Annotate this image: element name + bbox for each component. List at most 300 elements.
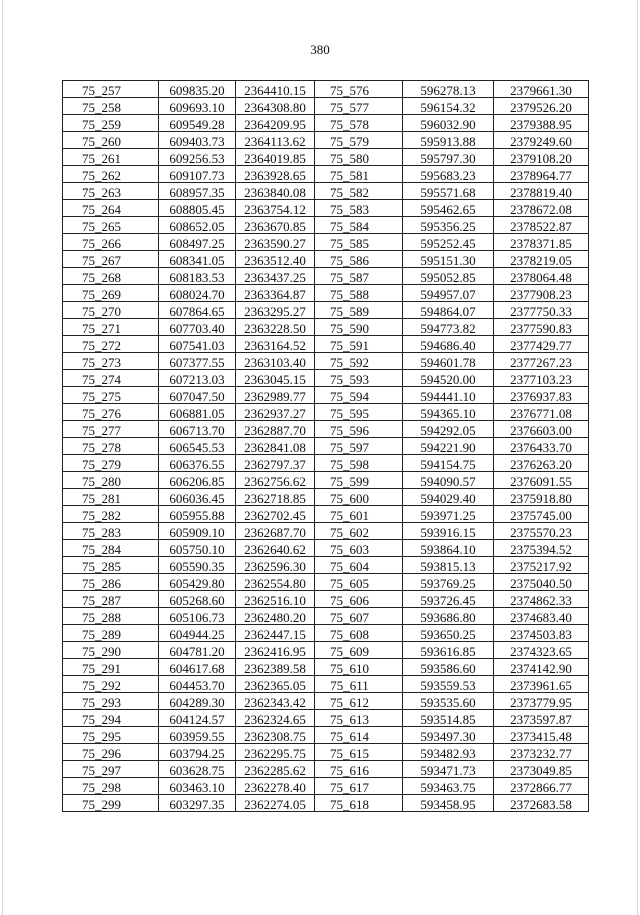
x-coordinate-a-cell: 606036.45 — [159, 489, 236, 506]
point-id-a-cell: 75_292 — [63, 676, 159, 693]
table-row — [63, 625, 589, 642]
y-coordinate-b-cell: 2373049.85 — [494, 761, 589, 778]
x-coordinate-b-cell: 593497.30 — [403, 727, 494, 744]
y-coordinate-b-cell: 2373232.77 — [494, 744, 589, 761]
point-id-a-cell: 75_265 — [63, 217, 159, 234]
x-coordinate-b-cell: 594957.07 — [403, 285, 494, 302]
point-id-b-cell: 75_589 — [315, 302, 403, 319]
x-coordinate-b-cell: 594601.78 — [403, 353, 494, 370]
x-coordinate-b-cell: 595913.88 — [403, 132, 494, 149]
y-coordinate-b-cell: 2376091.55 — [494, 472, 589, 489]
x-coordinate-a-cell: 607213.03 — [159, 370, 236, 387]
table-row — [63, 421, 589, 438]
y-coordinate-a-cell: 2362718.85 — [236, 489, 315, 506]
x-coordinate-b-cell: 593769.25 — [403, 574, 494, 591]
x-coordinate-a-cell: 603297.35 — [159, 795, 236, 812]
table-row — [63, 336, 589, 353]
y-coordinate-b-cell: 2377429.77 — [494, 336, 589, 353]
x-coordinate-a-cell: 605590.35 — [159, 557, 236, 574]
point-id-b-cell: 75_598 — [315, 455, 403, 472]
x-coordinate-b-cell: 593514.85 — [403, 710, 494, 727]
y-coordinate-a-cell: 2363295.27 — [236, 302, 315, 319]
point-id-a-cell: 75_288 — [63, 608, 159, 625]
y-coordinate-b-cell: 2378672.08 — [494, 200, 589, 217]
point-id-b-cell: 75_599 — [315, 472, 403, 489]
point-id-a-cell: 75_285 — [63, 557, 159, 574]
y-coordinate-b-cell: 2379249.60 — [494, 132, 589, 149]
x-coordinate-a-cell: 607864.65 — [159, 302, 236, 319]
x-coordinate-a-cell: 609256.53 — [159, 149, 236, 166]
y-coordinate-b-cell: 2373961.65 — [494, 676, 589, 693]
x-coordinate-a-cell: 605750.10 — [159, 540, 236, 557]
x-coordinate-b-cell: 593815.13 — [403, 557, 494, 574]
point-id-a-cell: 75_276 — [63, 404, 159, 421]
y-coordinate-b-cell: 2377908.23 — [494, 285, 589, 302]
y-coordinate-b-cell: 2373415.48 — [494, 727, 589, 744]
y-coordinate-a-cell: 2362416.95 — [236, 642, 315, 659]
point-id-b-cell: 75_612 — [315, 693, 403, 710]
table-row — [63, 472, 589, 489]
table-row — [63, 234, 589, 251]
y-coordinate-b-cell: 2373597.87 — [494, 710, 589, 727]
y-coordinate-a-cell: 2362702.45 — [236, 506, 315, 523]
x-coordinate-a-cell: 604453.70 — [159, 676, 236, 693]
y-coordinate-a-cell: 2362278.40 — [236, 778, 315, 795]
table-row — [63, 727, 589, 744]
x-coordinate-b-cell: 593864.10 — [403, 540, 494, 557]
y-coordinate-a-cell: 2364308.80 — [236, 98, 315, 115]
point-id-a-cell: 75_283 — [63, 523, 159, 540]
point-id-a-cell: 75_259 — [63, 115, 159, 132]
point-id-a-cell: 75_271 — [63, 319, 159, 336]
y-coordinate-a-cell: 2362285.62 — [236, 761, 315, 778]
y-coordinate-b-cell: 2379108.20 — [494, 149, 589, 166]
x-coordinate-b-cell: 595252.45 — [403, 234, 494, 251]
x-coordinate-a-cell: 606206.85 — [159, 472, 236, 489]
point-id-b-cell: 75_591 — [315, 336, 403, 353]
point-id-b-cell: 75_614 — [315, 727, 403, 744]
y-coordinate-b-cell: 2378219.05 — [494, 251, 589, 268]
coordinates-table — [62, 80, 589, 812]
x-coordinate-b-cell: 594773.82 — [403, 319, 494, 336]
x-coordinate-a-cell: 605106.73 — [159, 608, 236, 625]
y-coordinate-a-cell: 2362554.80 — [236, 574, 315, 591]
point-id-a-cell: 75_294 — [63, 710, 159, 727]
x-coordinate-a-cell: 608183.53 — [159, 268, 236, 285]
x-coordinate-a-cell: 609403.73 — [159, 132, 236, 149]
x-coordinate-a-cell: 609107.73 — [159, 166, 236, 183]
point-id-a-cell: 75_264 — [63, 200, 159, 217]
x-coordinate-a-cell: 605268.60 — [159, 591, 236, 608]
point-id-b-cell: 75_603 — [315, 540, 403, 557]
y-coordinate-b-cell: 2379661.30 — [494, 81, 589, 98]
x-coordinate-a-cell: 608497.25 — [159, 234, 236, 251]
x-coordinate-a-cell: 608024.70 — [159, 285, 236, 302]
y-coordinate-b-cell: 2376433.70 — [494, 438, 589, 455]
x-coordinate-b-cell: 594154.75 — [403, 455, 494, 472]
table-row — [63, 353, 589, 370]
x-coordinate-b-cell: 594686.40 — [403, 336, 494, 353]
y-coordinate-a-cell: 2362797.37 — [236, 455, 315, 472]
table-row — [63, 183, 589, 200]
point-id-a-cell: 75_290 — [63, 642, 159, 659]
x-coordinate-b-cell: 594365.10 — [403, 404, 494, 421]
x-coordinate-b-cell: 594221.90 — [403, 438, 494, 455]
point-id-a-cell: 75_297 — [63, 761, 159, 778]
x-coordinate-b-cell: 596154.32 — [403, 98, 494, 115]
x-coordinate-b-cell: 595356.25 — [403, 217, 494, 234]
table-row — [63, 370, 589, 387]
point-id-b-cell: 75_587 — [315, 268, 403, 285]
point-id-b-cell: 75_584 — [315, 217, 403, 234]
x-coordinate-b-cell: 593586.60 — [403, 659, 494, 676]
table-row — [63, 200, 589, 217]
point-id-a-cell: 75_270 — [63, 302, 159, 319]
scan-edge-left — [2, 0, 3, 915]
y-coordinate-a-cell: 2363045.15 — [236, 370, 315, 387]
table-row — [63, 540, 589, 557]
scan-edge-right — [637, 0, 638, 915]
x-coordinate-a-cell: 609549.28 — [159, 115, 236, 132]
x-coordinate-a-cell: 604289.30 — [159, 693, 236, 710]
x-coordinate-b-cell: 594864.07 — [403, 302, 494, 319]
y-coordinate-a-cell: 2364113.62 — [236, 132, 315, 149]
point-id-a-cell: 75_281 — [63, 489, 159, 506]
y-coordinate-a-cell: 2362756.62 — [236, 472, 315, 489]
x-coordinate-b-cell: 593971.25 — [403, 506, 494, 523]
x-coordinate-b-cell: 593616.85 — [403, 642, 494, 659]
table-row — [63, 761, 589, 778]
y-coordinate-b-cell: 2375918.80 — [494, 489, 589, 506]
x-coordinate-b-cell: 594029.40 — [403, 489, 494, 506]
point-id-b-cell: 75_602 — [315, 523, 403, 540]
point-id-a-cell: 75_287 — [63, 591, 159, 608]
y-coordinate-a-cell: 2362480.20 — [236, 608, 315, 625]
x-coordinate-b-cell: 595571.68 — [403, 183, 494, 200]
point-id-a-cell: 75_293 — [63, 693, 159, 710]
x-coordinate-b-cell: 594520.00 — [403, 370, 494, 387]
x-coordinate-b-cell: 595151.30 — [403, 251, 494, 268]
table-row — [63, 455, 589, 472]
x-coordinate-b-cell: 595683.23 — [403, 166, 494, 183]
x-coordinate-b-cell: 594090.57 — [403, 472, 494, 489]
x-coordinate-a-cell: 603628.75 — [159, 761, 236, 778]
y-coordinate-a-cell: 2362324.65 — [236, 710, 315, 727]
point-id-b-cell: 75_581 — [315, 166, 403, 183]
point-id-a-cell: 75_279 — [63, 455, 159, 472]
x-coordinate-a-cell: 609835.20 — [159, 81, 236, 98]
y-coordinate-a-cell: 2363670.85 — [236, 217, 315, 234]
point-id-a-cell: 75_296 — [63, 744, 159, 761]
y-coordinate-b-cell: 2374503.83 — [494, 625, 589, 642]
table-row — [63, 489, 589, 506]
y-coordinate-a-cell: 2363103.40 — [236, 353, 315, 370]
point-id-b-cell: 75_618 — [315, 795, 403, 812]
table-row — [63, 506, 589, 523]
point-id-b-cell: 75_580 — [315, 149, 403, 166]
y-coordinate-a-cell: 2363840.08 — [236, 183, 315, 200]
point-id-a-cell: 75_280 — [63, 472, 159, 489]
table-row — [63, 693, 589, 710]
x-coordinate-a-cell: 603463.10 — [159, 778, 236, 795]
table-row — [63, 795, 589, 812]
point-id-a-cell: 75_262 — [63, 166, 159, 183]
x-coordinate-a-cell: 607377.55 — [159, 353, 236, 370]
point-id-a-cell: 75_263 — [63, 183, 159, 200]
point-id-a-cell: 75_299 — [63, 795, 159, 812]
point-id-b-cell: 75_611 — [315, 676, 403, 693]
y-coordinate-b-cell: 2378819.40 — [494, 183, 589, 200]
table-row — [63, 217, 589, 234]
y-coordinate-b-cell: 2372866.77 — [494, 778, 589, 795]
point-id-a-cell: 75_269 — [63, 285, 159, 302]
x-coordinate-b-cell: 593686.80 — [403, 608, 494, 625]
point-id-a-cell: 75_286 — [63, 574, 159, 591]
x-coordinate-b-cell: 593535.60 — [403, 693, 494, 710]
x-coordinate-b-cell: 594441.10 — [403, 387, 494, 404]
point-id-b-cell: 75_585 — [315, 234, 403, 251]
x-coordinate-b-cell: 593471.73 — [403, 761, 494, 778]
x-coordinate-b-cell: 593916.15 — [403, 523, 494, 540]
y-coordinate-b-cell: 2374142.90 — [494, 659, 589, 676]
y-coordinate-b-cell: 2376771.08 — [494, 404, 589, 421]
y-coordinate-a-cell: 2362308.75 — [236, 727, 315, 744]
point-id-b-cell: 75_582 — [315, 183, 403, 200]
y-coordinate-b-cell: 2378522.87 — [494, 217, 589, 234]
point-id-a-cell: 75_258 — [63, 98, 159, 115]
y-coordinate-b-cell: 2378371.85 — [494, 234, 589, 251]
point-id-b-cell: 75_592 — [315, 353, 403, 370]
y-coordinate-a-cell: 2362516.10 — [236, 591, 315, 608]
y-coordinate-a-cell: 2362937.27 — [236, 404, 315, 421]
table-row — [63, 404, 589, 421]
point-id-b-cell: 75_613 — [315, 710, 403, 727]
point-id-a-cell: 75_298 — [63, 778, 159, 795]
point-id-b-cell: 75_606 — [315, 591, 403, 608]
point-id-a-cell: 75_266 — [63, 234, 159, 251]
table-row — [63, 268, 589, 285]
x-coordinate-a-cell: 606376.55 — [159, 455, 236, 472]
x-coordinate-a-cell: 606713.70 — [159, 421, 236, 438]
x-coordinate-a-cell: 607703.40 — [159, 319, 236, 336]
table-row — [63, 523, 589, 540]
y-coordinate-b-cell: 2377590.83 — [494, 319, 589, 336]
table-row — [63, 132, 589, 149]
x-coordinate-a-cell: 605909.10 — [159, 523, 236, 540]
x-coordinate-b-cell: 595797.30 — [403, 149, 494, 166]
x-coordinate-a-cell: 606545.53 — [159, 438, 236, 455]
y-coordinate-a-cell: 2362274.05 — [236, 795, 315, 812]
y-coordinate-b-cell: 2377267.23 — [494, 353, 589, 370]
x-coordinate-a-cell: 605429.80 — [159, 574, 236, 591]
y-coordinate-b-cell: 2375570.23 — [494, 523, 589, 540]
y-coordinate-a-cell: 2363590.27 — [236, 234, 315, 251]
x-coordinate-a-cell: 606881.05 — [159, 404, 236, 421]
table-row — [63, 642, 589, 659]
y-coordinate-a-cell: 2364209.95 — [236, 115, 315, 132]
y-coordinate-b-cell: 2376937.83 — [494, 387, 589, 404]
y-coordinate-a-cell: 2362887.70 — [236, 421, 315, 438]
table-row — [63, 81, 589, 98]
point-id-b-cell: 75_601 — [315, 506, 403, 523]
point-id-b-cell: 75_605 — [315, 574, 403, 591]
y-coordinate-a-cell: 2363364.87 — [236, 285, 315, 302]
table-row — [63, 710, 589, 727]
y-coordinate-a-cell: 2363228.50 — [236, 319, 315, 336]
table-row — [63, 149, 589, 166]
x-coordinate-b-cell: 595052.85 — [403, 268, 494, 285]
x-coordinate-b-cell: 596032.90 — [403, 115, 494, 132]
y-coordinate-b-cell: 2374683.40 — [494, 608, 589, 625]
x-coordinate-a-cell: 604781.20 — [159, 642, 236, 659]
table-row — [63, 251, 589, 268]
y-coordinate-a-cell: 2362841.08 — [236, 438, 315, 455]
y-coordinate-a-cell: 2362365.05 — [236, 676, 315, 693]
x-coordinate-a-cell: 608957.35 — [159, 183, 236, 200]
x-coordinate-a-cell: 608341.05 — [159, 251, 236, 268]
y-coordinate-b-cell: 2376263.20 — [494, 455, 589, 472]
y-coordinate-b-cell: 2378064.48 — [494, 268, 589, 285]
point-id-b-cell: 75_597 — [315, 438, 403, 455]
table-row — [63, 438, 589, 455]
point-id-b-cell: 75_586 — [315, 251, 403, 268]
point-id-a-cell: 75_289 — [63, 625, 159, 642]
y-coordinate-b-cell: 2376603.00 — [494, 421, 589, 438]
x-coordinate-a-cell: 609693.10 — [159, 98, 236, 115]
table-row — [63, 608, 589, 625]
x-coordinate-b-cell: 593650.25 — [403, 625, 494, 642]
table-row — [63, 659, 589, 676]
x-coordinate-b-cell: 593559.53 — [403, 676, 494, 693]
point-id-b-cell: 75_596 — [315, 421, 403, 438]
point-id-b-cell: 75_593 — [315, 370, 403, 387]
x-coordinate-b-cell: 593463.75 — [403, 778, 494, 795]
point-id-b-cell: 75_610 — [315, 659, 403, 676]
table-row — [63, 676, 589, 693]
table-row — [63, 302, 589, 319]
y-coordinate-b-cell: 2375040.50 — [494, 574, 589, 591]
y-coordinate-a-cell: 2364019.85 — [236, 149, 315, 166]
table-row — [63, 744, 589, 761]
x-coordinate-a-cell: 608652.05 — [159, 217, 236, 234]
point-id-b-cell: 75_615 — [315, 744, 403, 761]
point-id-b-cell: 75_583 — [315, 200, 403, 217]
x-coordinate-a-cell: 603794.25 — [159, 744, 236, 761]
table-row — [63, 574, 589, 591]
point-id-a-cell: 75_260 — [63, 132, 159, 149]
point-id-b-cell: 75_616 — [315, 761, 403, 778]
x-coordinate-b-cell: 593482.93 — [403, 744, 494, 761]
y-coordinate-a-cell: 2363164.52 — [236, 336, 315, 353]
y-coordinate-b-cell: 2374862.33 — [494, 591, 589, 608]
point-id-b-cell: 75_578 — [315, 115, 403, 132]
table-row — [63, 166, 589, 183]
point-id-b-cell: 75_609 — [315, 642, 403, 659]
table-row — [63, 98, 589, 115]
point-id-b-cell: 75_576 — [315, 81, 403, 98]
y-coordinate-a-cell: 2363928.65 — [236, 166, 315, 183]
point-id-b-cell: 75_579 — [315, 132, 403, 149]
point-id-a-cell: 75_267 — [63, 251, 159, 268]
y-coordinate-b-cell: 2378964.77 — [494, 166, 589, 183]
y-coordinate-b-cell: 2377103.23 — [494, 370, 589, 387]
point-id-a-cell: 75_295 — [63, 727, 159, 744]
y-coordinate-a-cell: 2362447.15 — [236, 625, 315, 642]
table-row — [63, 319, 589, 336]
y-coordinate-b-cell: 2375745.00 — [494, 506, 589, 523]
point-id-a-cell: 75_273 — [63, 353, 159, 370]
point-id-b-cell: 75_604 — [315, 557, 403, 574]
point-id-a-cell: 75_284 — [63, 540, 159, 557]
y-coordinate-a-cell: 2362687.70 — [236, 523, 315, 540]
x-coordinate-b-cell: 593458.95 — [403, 795, 494, 812]
coordinates-table-body — [63, 81, 589, 812]
point-id-b-cell: 75_607 — [315, 608, 403, 625]
y-coordinate-a-cell: 2364410.15 — [236, 81, 315, 98]
point-id-b-cell: 75_588 — [315, 285, 403, 302]
x-coordinate-a-cell: 607541.03 — [159, 336, 236, 353]
y-coordinate-a-cell: 2363754.12 — [236, 200, 315, 217]
point-id-a-cell: 75_291 — [63, 659, 159, 676]
x-coordinate-a-cell: 604124.57 — [159, 710, 236, 727]
point-id-a-cell: 75_275 — [63, 387, 159, 404]
point-id-b-cell: 75_577 — [315, 98, 403, 115]
point-id-b-cell: 75_595 — [315, 404, 403, 421]
point-id-b-cell: 75_590 — [315, 319, 403, 336]
x-coordinate-a-cell: 608805.45 — [159, 200, 236, 217]
x-coordinate-b-cell: 593726.45 — [403, 591, 494, 608]
x-coordinate-a-cell: 603959.55 — [159, 727, 236, 744]
y-coordinate-a-cell: 2362389.58 — [236, 659, 315, 676]
y-coordinate-b-cell: 2375217.92 — [494, 557, 589, 574]
x-coordinate-b-cell: 596278.13 — [403, 81, 494, 98]
table-row — [63, 778, 589, 795]
page-number: 380 — [310, 42, 330, 57]
point-id-a-cell: 75_272 — [63, 336, 159, 353]
table-row — [63, 387, 589, 404]
point-id-b-cell: 75_608 — [315, 625, 403, 642]
x-coordinate-a-cell: 605955.88 — [159, 506, 236, 523]
point-id-b-cell: 75_600 — [315, 489, 403, 506]
y-coordinate-b-cell: 2379388.95 — [494, 115, 589, 132]
table-row — [63, 557, 589, 574]
point-id-a-cell: 75_257 — [63, 81, 159, 98]
table-row — [63, 285, 589, 302]
y-coordinate-b-cell: 2373779.95 — [494, 693, 589, 710]
y-coordinate-a-cell: 2362343.42 — [236, 693, 315, 710]
y-coordinate-a-cell: 2363512.40 — [236, 251, 315, 268]
y-coordinate-a-cell: 2362596.30 — [236, 557, 315, 574]
y-coordinate-b-cell: 2375394.52 — [494, 540, 589, 557]
y-coordinate-a-cell: 2362640.62 — [236, 540, 315, 557]
point-id-b-cell: 75_617 — [315, 778, 403, 795]
y-coordinate-b-cell: 2372683.58 — [494, 795, 589, 812]
x-coordinate-a-cell: 607047.50 — [159, 387, 236, 404]
y-coordinate-a-cell: 2362989.77 — [236, 387, 315, 404]
point-id-a-cell: 75_261 — [63, 149, 159, 166]
x-coordinate-b-cell: 595462.65 — [403, 200, 494, 217]
table-row — [63, 115, 589, 132]
point-id-a-cell: 75_268 — [63, 268, 159, 285]
point-id-a-cell: 75_278 — [63, 438, 159, 455]
y-coordinate-b-cell: 2377750.33 — [494, 302, 589, 319]
point-id-a-cell: 75_274 — [63, 370, 159, 387]
y-coordinate-a-cell: 2363437.25 — [236, 268, 315, 285]
x-coordinate-b-cell: 594292.05 — [403, 421, 494, 438]
y-coordinate-a-cell: 2362295.75 — [236, 744, 315, 761]
point-id-b-cell: 75_594 — [315, 387, 403, 404]
point-id-a-cell: 75_282 — [63, 506, 159, 523]
